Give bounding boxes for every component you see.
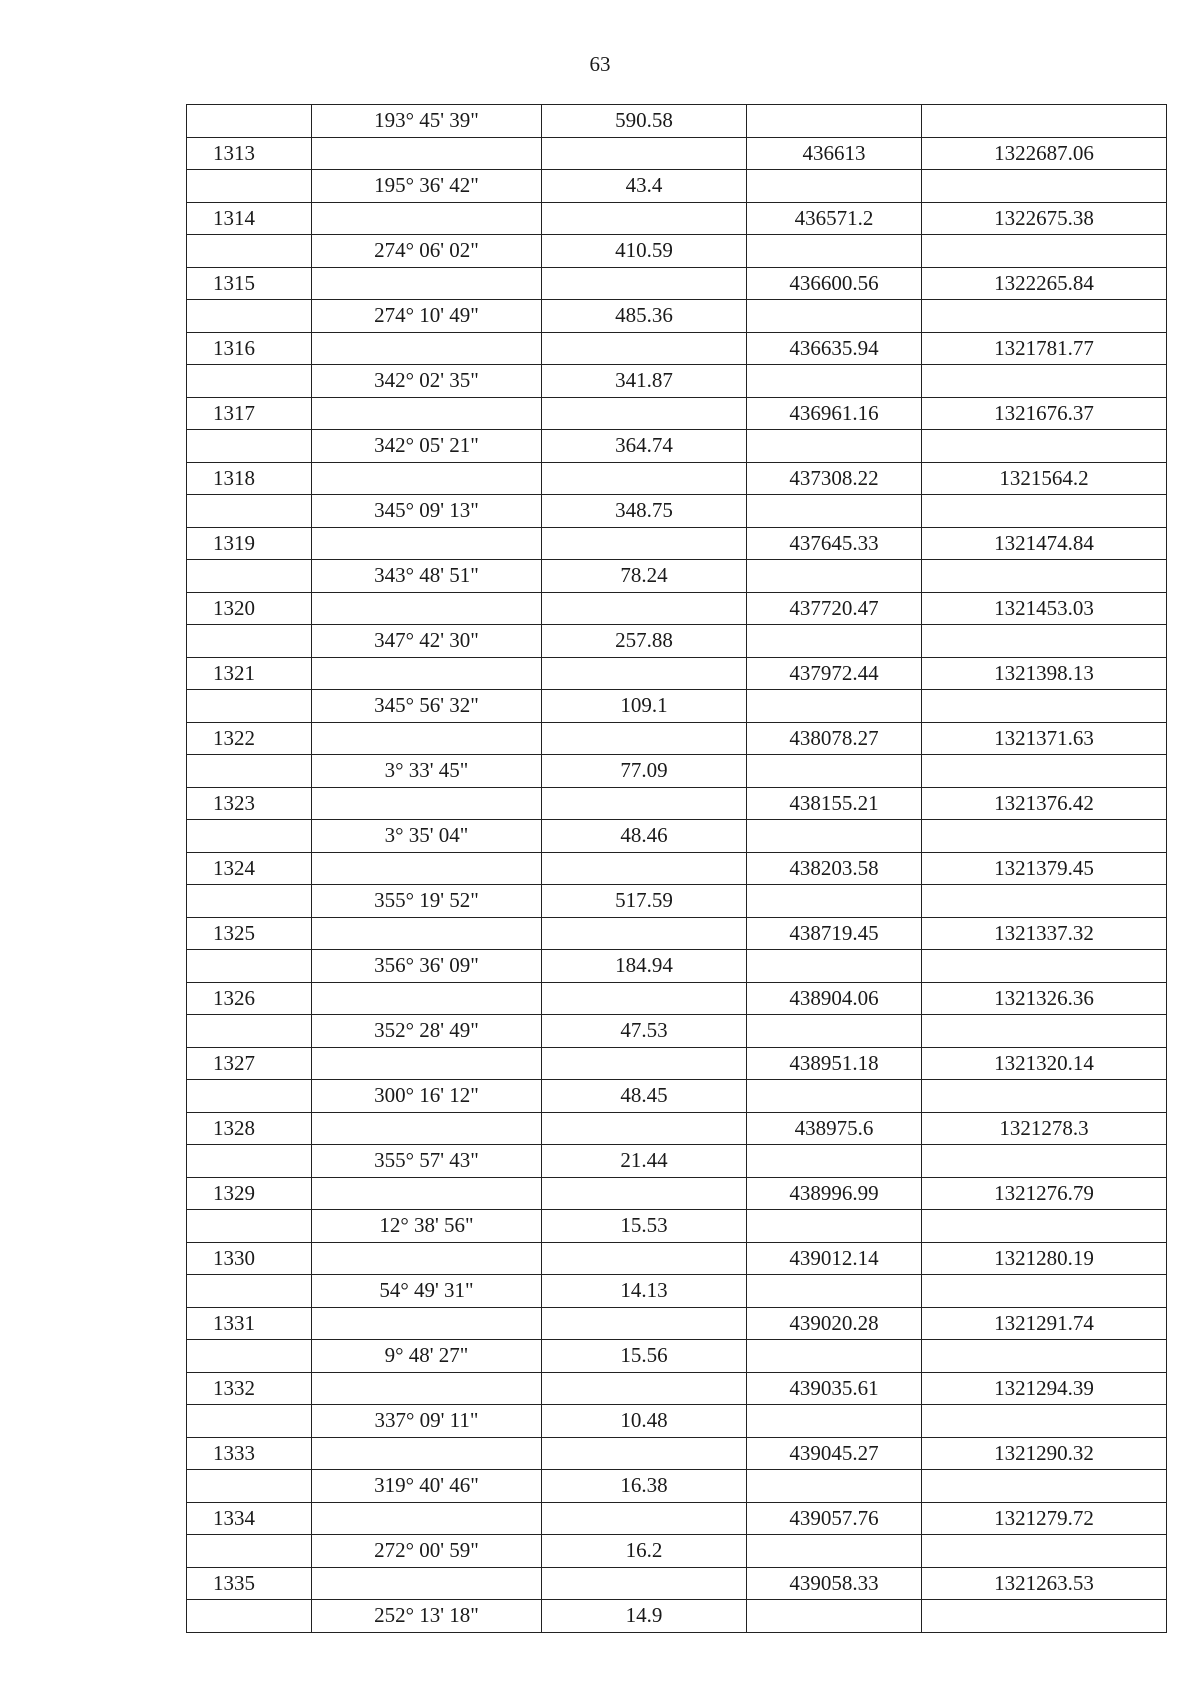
bearing-cell: 345° 09' 13" [312,495,542,528]
distance-cell: 16.38 [542,1470,747,1503]
bearing-cell-empty [312,1567,542,1600]
northing-cell: 1321320.14 [922,1047,1167,1080]
bearing-row [187,1210,1167,1243]
station-id-cell: 1328 [187,1112,312,1145]
station-cell-empty [187,105,312,138]
easting-cell-empty [747,755,922,788]
bearing-row [187,755,1167,788]
easting-cell: 438904.06 [747,982,922,1015]
easting-cell: 438951.18 [747,1047,922,1080]
bearing-row [187,495,1167,528]
bearing-cell: 252° 13' 18" [312,1600,542,1633]
distance-cell: 485.36 [542,300,747,333]
easting-cell-empty [747,170,922,203]
station-cell-empty [187,690,312,723]
bearing-cell: 54° 49' 31" [312,1275,542,1308]
northing-cell-empty [922,885,1167,918]
station-row [187,332,1167,365]
station-cell-empty [187,625,312,658]
distance-cell-empty [542,592,747,625]
easting-cell: 439045.27 [747,1437,922,1470]
bearing-cell: 12° 38' 56" [312,1210,542,1243]
bearing-cell-empty [312,1502,542,1535]
northing-cell-empty [922,105,1167,138]
easting-cell: 437972.44 [747,657,922,690]
bearing-cell-empty [312,1372,542,1405]
distance-cell-empty [542,462,747,495]
bearing-cell: 319° 40' 46" [312,1470,542,1503]
bearing-cell-empty [312,657,542,690]
bearing-cell: 343° 48' 51" [312,560,542,593]
distance-cell: 364.74 [542,430,747,463]
bearing-row [187,1405,1167,1438]
northing-cell-empty [922,365,1167,398]
bearing-cell: 356° 36' 09" [312,950,542,983]
bearing-cell-empty [312,1112,542,1145]
northing-cell-empty [922,495,1167,528]
distance-cell-empty [542,202,747,235]
northing-cell: 1321278.3 [922,1112,1167,1145]
station-row [187,657,1167,690]
station-row [187,1307,1167,1340]
easting-cell-empty [747,820,922,853]
northing-cell: 1321291.74 [922,1307,1167,1340]
station-id-cell: 1315 [187,267,312,300]
bearing-cell: 3° 35' 04" [312,820,542,853]
station-row [187,852,1167,885]
distance-cell-empty [542,397,747,430]
station-cell-empty [187,820,312,853]
bearing-cell: 274° 10' 49" [312,300,542,333]
station-row [187,1242,1167,1275]
station-cell-empty [187,950,312,983]
easting-cell-empty [747,625,922,658]
bearing-cell: 342° 05' 21" [312,430,542,463]
station-id-cell: 1334 [187,1502,312,1535]
distance-cell-empty [542,1502,747,1535]
distance-cell: 590.58 [542,105,747,138]
distance-cell: 14.13 [542,1275,747,1308]
station-row [187,202,1167,235]
bearing-cell: 342° 02' 35" [312,365,542,398]
station-id-cell: 1331 [187,1307,312,1340]
distance-cell: 15.56 [542,1340,747,1373]
distance-cell: 10.48 [542,1405,747,1438]
easting-cell: 439058.33 [747,1567,922,1600]
easting-cell: 437308.22 [747,462,922,495]
station-cell-empty [187,1275,312,1308]
station-id-cell: 1327 [187,1047,312,1080]
easting-cell-empty [747,1275,922,1308]
bearing-cell: 337° 09' 11" [312,1405,542,1438]
bearing-row [187,1145,1167,1178]
easting-cell: 438078.27 [747,722,922,755]
station-id-cell: 1335 [187,1567,312,1600]
distance-cell-empty [542,982,747,1015]
station-cell-empty [187,1535,312,1568]
easting-cell-empty [747,105,922,138]
station-cell-empty [187,885,312,918]
bearing-cell: 274° 06' 02" [312,235,542,268]
easting-cell: 438996.99 [747,1177,922,1210]
bearing-cell: 195° 36' 42" [312,170,542,203]
easting-cell-empty [747,1405,922,1438]
bearing-row [187,1275,1167,1308]
station-row [187,1567,1167,1600]
northing-cell-empty [922,1470,1167,1503]
distance-cell: 14.9 [542,1600,747,1633]
bearing-cell-empty [312,462,542,495]
northing-cell-empty [922,690,1167,723]
distance-cell: 257.88 [542,625,747,658]
station-id-cell: 1333 [187,1437,312,1470]
station-row [187,1112,1167,1145]
distance-cell-empty [542,332,747,365]
distance-cell-empty [542,1567,747,1600]
station-row [187,267,1167,300]
bearing-cell-empty [312,1242,542,1275]
northing-cell-empty [922,1275,1167,1308]
bearing-cell: 300° 16' 12" [312,1080,542,1113]
station-row [187,137,1167,170]
bearing-row [187,885,1167,918]
easting-cell-empty [747,950,922,983]
station-id-cell: 1326 [187,982,312,1015]
distance-cell-empty [542,527,747,560]
station-cell-empty [187,235,312,268]
station-row [187,1177,1167,1210]
bearing-row [187,1600,1167,1633]
bearing-row [187,1535,1167,1568]
bearing-row [187,170,1167,203]
northing-cell-empty [922,430,1167,463]
station-row [187,1437,1167,1470]
northing-cell-empty [922,560,1167,593]
easting-cell: 438719.45 [747,917,922,950]
station-row [187,462,1167,495]
northing-cell: 1321263.53 [922,1567,1167,1600]
station-cell-empty [187,1405,312,1438]
station-cell-empty [187,1080,312,1113]
bearing-cell: 272° 00' 59" [312,1535,542,1568]
easting-cell: 436613 [747,137,922,170]
station-id-cell: 1323 [187,787,312,820]
northing-cell: 1322675.38 [922,202,1167,235]
bearing-cell-empty [312,592,542,625]
northing-cell-empty [922,1405,1167,1438]
station-row [187,722,1167,755]
easting-cell-empty [747,885,922,918]
distance-cell-empty [542,1437,747,1470]
easting-cell-empty [747,690,922,723]
easting-cell: 437645.33 [747,527,922,560]
station-cell-empty [187,1600,312,1633]
station-row [187,787,1167,820]
station-id-cell: 1329 [187,1177,312,1210]
bearing-cell-empty [312,397,542,430]
station-row [187,527,1167,560]
distance-cell: 348.75 [542,495,747,528]
station-cell-empty [187,1210,312,1243]
bearing-cell-empty [312,1177,542,1210]
bearing-cell-empty [312,1047,542,1080]
station-row [187,592,1167,625]
easting-cell-empty [747,365,922,398]
distance-cell: 341.87 [542,365,747,398]
station-cell-empty [187,495,312,528]
station-row [187,1047,1167,1080]
page-number: 63 [589,52,611,76]
easting-cell: 439020.28 [747,1307,922,1340]
station-id-cell: 1314 [187,202,312,235]
northing-cell: 1321326.36 [922,982,1167,1015]
bearing-row [187,235,1167,268]
distance-cell: 21.44 [542,1145,747,1178]
station-id-cell: 1321 [187,657,312,690]
easting-cell: 436961.16 [747,397,922,430]
station-cell-empty [187,755,312,788]
station-row [187,1372,1167,1405]
easting-cell: 437720.47 [747,592,922,625]
northing-cell-empty [922,1015,1167,1048]
easting-cell-empty [747,560,922,593]
station-id-cell: 1319 [187,527,312,560]
northing-cell: 1321280.19 [922,1242,1167,1275]
bearing-cell: 355° 57' 43" [312,1145,542,1178]
easting-cell-empty [747,495,922,528]
bearing-row [187,430,1167,463]
station-cell-empty [187,1145,312,1178]
distance-cell-empty [542,852,747,885]
station-cell-empty [187,365,312,398]
station-id-cell: 1332 [187,1372,312,1405]
northing-cell: 1321279.72 [922,1502,1167,1535]
northing-cell: 1321676.37 [922,397,1167,430]
distance-cell: 48.45 [542,1080,747,1113]
bearing-cell: 3° 33' 45" [312,755,542,788]
easting-cell-empty [747,300,922,333]
easting-cell: 438155.21 [747,787,922,820]
distance-cell-empty [542,787,747,820]
bearing-row [187,105,1167,138]
northing-cell: 1321564.2 [922,462,1167,495]
bearing-cell: 355° 19' 52" [312,885,542,918]
bearing-row [187,560,1167,593]
northing-cell: 1321294.39 [922,1372,1167,1405]
station-cell-empty [187,300,312,333]
bearing-cell-empty [312,527,542,560]
northing-cell: 1321398.13 [922,657,1167,690]
distance-cell-empty [542,1372,747,1405]
easting-cell: 439035.61 [747,1372,922,1405]
northing-cell-empty [922,1340,1167,1373]
bearing-cell: 352° 28' 49" [312,1015,542,1048]
station-id-cell: 1324 [187,852,312,885]
northing-cell-empty [922,950,1167,983]
easting-cell-empty [747,1535,922,1568]
easting-cell-empty [747,1210,922,1243]
easting-cell-empty [747,1015,922,1048]
distance-cell: 47.53 [542,1015,747,1048]
distance-cell: 15.53 [542,1210,747,1243]
bearing-cell: 347° 42' 30" [312,625,542,658]
bearing-cell-empty [312,202,542,235]
distance-cell: 184.94 [542,950,747,983]
easting-cell: 436571.2 [747,202,922,235]
bearing-row [187,1340,1167,1373]
bearing-cell-empty [312,1307,542,1340]
northing-cell-empty [922,1210,1167,1243]
distance-cell: 43.4 [542,170,747,203]
northing-cell-empty [922,755,1167,788]
distance-cell-empty [542,657,747,690]
easting-cell-empty [747,1145,922,1178]
northing-cell: 1321276.79 [922,1177,1167,1210]
northing-cell: 1321290.32 [922,1437,1167,1470]
station-row [187,917,1167,950]
distance-cell-empty [542,1112,747,1145]
station-cell-empty [187,1340,312,1373]
distance-cell-empty [542,267,747,300]
easting-cell: 438975.6 [747,1112,922,1145]
northing-cell-empty [922,235,1167,268]
bearing-row [187,365,1167,398]
northing-cell-empty [922,625,1167,658]
bearing-row [187,950,1167,983]
station-id-cell: 1318 [187,462,312,495]
station-id-cell: 1320 [187,592,312,625]
traverse-table [186,104,1167,1633]
distance-cell: 78.24 [542,560,747,593]
traverse-table-body [187,105,1167,1633]
distance-cell-empty [542,1307,747,1340]
northing-cell-empty [922,300,1167,333]
bearing-row [187,1080,1167,1113]
northing-cell: 1321453.03 [922,592,1167,625]
bearing-cell: 9° 48' 27" [312,1340,542,1373]
easting-cell: 436635.94 [747,332,922,365]
northing-cell: 1321379.45 [922,852,1167,885]
bearing-row [187,820,1167,853]
northing-cell: 1321376.42 [922,787,1167,820]
bearing-row [187,625,1167,658]
distance-cell: 77.09 [542,755,747,788]
bearing-cell-empty [312,267,542,300]
distance-cell-empty [542,917,747,950]
bearing-row [187,1470,1167,1503]
station-cell-empty [187,560,312,593]
easting-cell-empty [747,1600,922,1633]
easting-cell-empty [747,1340,922,1373]
northing-cell-empty [922,820,1167,853]
distance-cell: 517.59 [542,885,747,918]
bearing-row [187,1015,1167,1048]
bearing-cell-empty [312,917,542,950]
northing-cell-empty [922,1600,1167,1633]
easting-cell-empty [747,1470,922,1503]
northing-cell-empty [922,1535,1167,1568]
station-cell-empty [187,1470,312,1503]
bearing-cell-empty [312,787,542,820]
northing-cell: 1321474.84 [922,527,1167,560]
easting-cell: 436600.56 [747,267,922,300]
northing-cell: 1321337.32 [922,917,1167,950]
distance-cell: 48.46 [542,820,747,853]
distance-cell-empty [542,722,747,755]
distance-cell: 410.59 [542,235,747,268]
station-id-cell: 1325 [187,917,312,950]
easting-cell-empty [747,430,922,463]
distance-cell-empty [542,1242,747,1275]
bearing-cell-empty [312,982,542,1015]
bearing-cell-empty [312,137,542,170]
easting-cell: 439057.76 [747,1502,922,1535]
station-row [187,397,1167,430]
distance-cell-empty [542,1047,747,1080]
easting-cell: 438203.58 [747,852,922,885]
bearing-cell-empty [312,852,542,885]
station-id-cell: 1322 [187,722,312,755]
station-row [187,1502,1167,1535]
station-cell-empty [187,170,312,203]
station-id-cell: 1316 [187,332,312,365]
northing-cell: 1322265.84 [922,267,1167,300]
distance-cell-empty [542,1177,747,1210]
easting-cell-empty [747,1080,922,1113]
bearing-row [187,690,1167,723]
distance-cell-empty [542,137,747,170]
northing-cell: 1321781.77 [922,332,1167,365]
distance-cell: 109.1 [542,690,747,723]
bearing-row [187,300,1167,333]
station-id-cell: 1330 [187,1242,312,1275]
bearing-cell-empty [312,1437,542,1470]
station-id-cell: 1317 [187,397,312,430]
station-cell-empty [187,430,312,463]
easting-cell: 439012.14 [747,1242,922,1275]
northing-cell: 1321371.63 [922,722,1167,755]
northing-cell-empty [922,1080,1167,1113]
traverse-table-container [186,104,1166,1633]
northing-cell-empty [922,170,1167,203]
station-id-cell: 1313 [187,137,312,170]
distance-cell: 16.2 [542,1535,747,1568]
station-cell-empty [187,1015,312,1048]
bearing-cell-empty [312,722,542,755]
northing-cell-empty [922,1145,1167,1178]
bearing-cell: 193° 45' 39" [312,105,542,138]
easting-cell-empty [747,235,922,268]
station-row [187,982,1167,1015]
bearing-cell: 345° 56' 32" [312,690,542,723]
bearing-cell-empty [312,332,542,365]
northing-cell: 1322687.06 [922,137,1167,170]
